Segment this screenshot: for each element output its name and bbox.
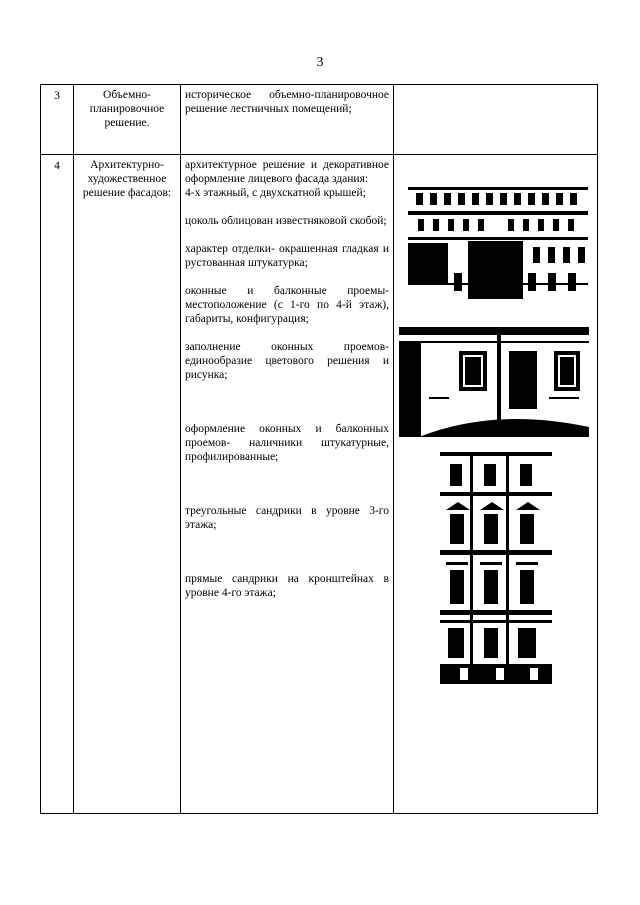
facade-photo-1 [408, 173, 588, 301]
description-paragraph: историческое объемно-планировочное решение лестничных помещений; [185, 89, 389, 115]
page-number: 3 [316, 55, 324, 70]
protected-features-table [40, 84, 598, 814]
feature-name: Архитектурно-художественное решение фасадов: [74, 155, 181, 814]
row-number: 3 [41, 85, 74, 155]
photo-cell-empty [394, 85, 598, 155]
feature-description [181, 85, 394, 155]
row-number: 4 [41, 155, 74, 814]
description-paragraph: 4-х этажный, с двухскатной крышей; [185, 187, 366, 199]
feature-name: Объемно-планировочное решение. [74, 85, 181, 155]
description-paragraph: оформление оконных и балконных проемов- наличники штукатурные, профилированные; [185, 423, 389, 463]
description-paragraph: архитектурное решение и декоративное оформление лицевого фасада здания: [185, 159, 389, 185]
facade-photo-3 [440, 452, 552, 684]
table-row [41, 155, 598, 814]
description-paragraph: прямые сандрики на кронштейнах в уровне 4-го этажа; [185, 573, 389, 599]
description-paragraph: характер отделки- окрашенная гладкая и рустованная штукатурка; [185, 243, 389, 269]
description-paragraph: треугольные сандрики в уровне 3-го этажа; [185, 505, 389, 531]
photo-cell [394, 155, 598, 814]
table-row [41, 85, 598, 155]
description-paragraph: оконные и балконные проемы- местоположение (с 1-го по 4-й этаж), габариты, конфигурация; [185, 285, 389, 325]
feature-description [181, 155, 394, 814]
description-paragraph: цоколь облицован известняковой скобой; [185, 215, 387, 227]
description-paragraph: заполнение оконных проемов- единообразие цветового решения и рисунка; [185, 341, 389, 381]
facade-photo-2 [399, 327, 589, 437]
